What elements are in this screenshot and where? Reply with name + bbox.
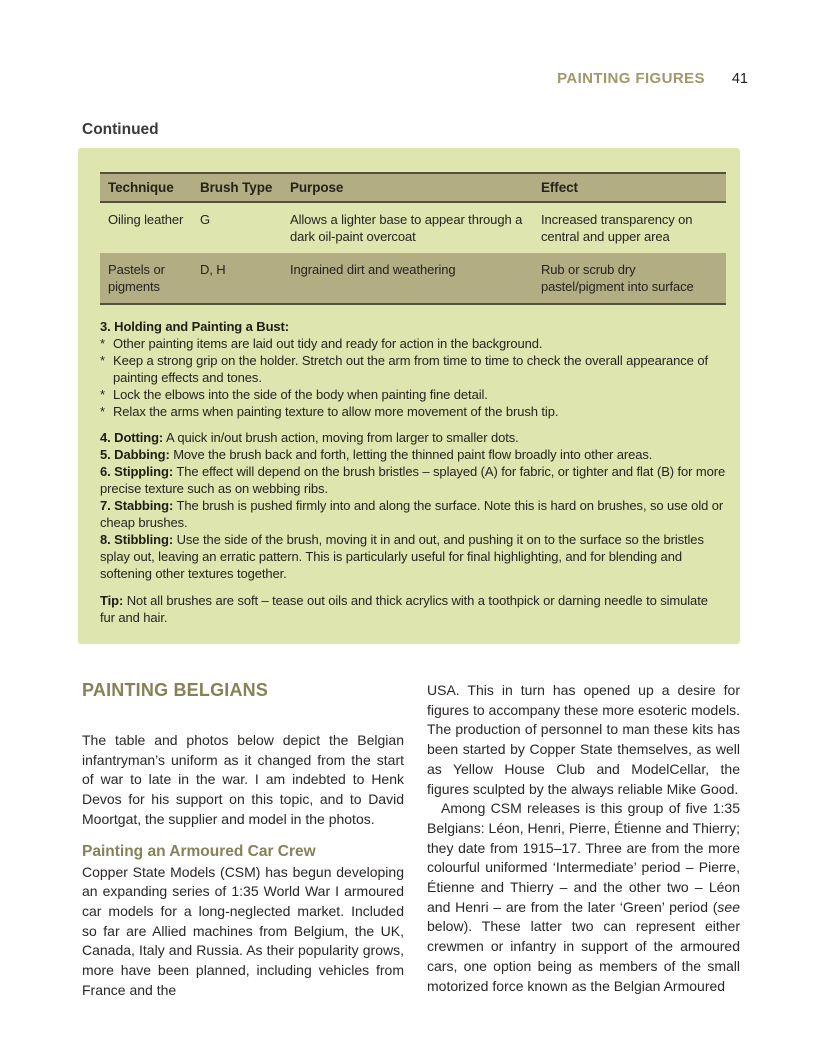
technique-item xyxy=(100,463,726,497)
technique-text: Use the side of the brush, moving it in and out, and pushing it on to the surface so the bristles splay out, leaving an erratic pattern. This is particularly useful for final highlighting, and for blending and softening other textures together. xyxy=(100,532,704,581)
bullet-text: Other painting items are laid out tidy and ready for action in the background. xyxy=(113,336,543,351)
technique-text: Move the brush back and forth, letting the thinned paint flow broadly into other areas. xyxy=(173,447,653,462)
two-column-layout xyxy=(82,680,740,1000)
techniques-panel xyxy=(78,148,740,644)
continued-label: Continued xyxy=(82,121,159,138)
paragraph-text: below). These latter two can represent either crewmen or infantry in support of the armoured cars, one option being as members of the small motorized force known as the Belgian Armoured xyxy=(427,918,740,994)
article-section xyxy=(82,680,740,1000)
section-title: PAINTING BELGIANS xyxy=(82,680,269,700)
bullet-item xyxy=(100,403,726,420)
technique-lead: 6. Stippling: xyxy=(100,464,174,479)
column-header-brush-type: Brush Type xyxy=(192,173,282,202)
tip-lead: Tip: xyxy=(100,593,124,608)
bullet-item xyxy=(100,386,726,403)
body-paragraph: The table and photos below depict the Belgian infantryman’s uniform as it changed from the start of war to late in the war. I am indebted to Henk Devos for his support on this topic, and to David Moortgat, the supplier and model in the photos. xyxy=(82,732,404,827)
table-row xyxy=(100,253,726,304)
asterisk-bullet: * xyxy=(100,353,105,368)
cell-effect: Rub or scrub dry pastel/pigment into surface xyxy=(533,253,726,304)
subsection-title: Painting an Armoured Car Crew xyxy=(82,842,316,860)
body-paragraph: USA. This in turn has opened up a desire for figures to accompany these more esoteric models. The production of personnel to man these kits has been started by Copper State themselves, as well as Yellow House Club and ModelCellar, the figures sculpted by the always reliable Mike Good. xyxy=(427,682,740,797)
cell-technique: Oiling leather xyxy=(108,212,184,227)
technique-item xyxy=(100,429,726,446)
technique-item xyxy=(100,446,726,463)
bullet-item xyxy=(100,335,726,352)
cell-brush-type: G xyxy=(200,212,211,227)
technique-item xyxy=(100,531,726,582)
column-header-effect: Effect xyxy=(533,173,726,202)
tip-text: Not all brushes are soft – tease out oils and thick acrylics with a toothpick or darning needle to simulate fur and hair. xyxy=(100,593,708,625)
technique-lead: 4. Dotting: xyxy=(100,430,164,445)
technique-lead: 5. Dabbing: xyxy=(100,447,170,462)
right-column xyxy=(427,680,740,1000)
paragraph-text: Among CSM releases is this group of five 1:35 Belgians: Léon, Henri, Pierre, Étienne and Thierry; they date from 1915–17. Three are from the more colourful uniformed ‘Intermediate’ period – Pierre, Étienne and Thierry – and the other two – Léon and Henri – are from the later ‘Green’ period ( xyxy=(427,800,740,915)
technique-text: A quick in/out brush action, moving from larger to smaller dots. xyxy=(165,430,519,445)
column-header-technique: Technique xyxy=(100,173,192,202)
technique-text: The effect will depend on the brush bristles – splayed (A) for fabric, or tighter and flat (B) for more precise texture such as on webbing ribs. xyxy=(100,464,726,496)
brush-technique-table xyxy=(100,172,726,305)
bullet-item xyxy=(100,352,726,386)
technique-item xyxy=(100,497,726,531)
column-header-purpose: Purpose xyxy=(282,173,533,202)
cell-purpose: Ingrained dirt and weathering xyxy=(282,253,533,304)
cell-technique: Pastels or pigments xyxy=(100,253,192,304)
body-paragraph: Copper State Models (CSM) has begun developing an expanding series of 1:35 World War I armoured car models for a long-neglected market. Included so far are Allied machines from Belgium, the UK, Canada, Italy and Russia. As their popularity grows, more have been planned, including vehicles from France and the xyxy=(82,863,404,998)
table-row xyxy=(100,202,726,253)
technique-text: The brush is pushed firmly into and along the surface. Note this is hard on brushes, so use old or cheap brushes. xyxy=(100,498,724,530)
cell-brush-type: D, H xyxy=(192,253,282,304)
cell-effect: Increased transparency on central and upper area xyxy=(541,212,693,244)
left-column xyxy=(82,680,404,1000)
running-head xyxy=(0,0,818,87)
technique-lead: 7. Stabbing: xyxy=(100,498,174,513)
bust-section-heading: 3. Holding and Painting a Bust: xyxy=(100,319,290,334)
bullet-text: Relax the arms when painting texture to allow more movement of the brush tip. xyxy=(113,404,559,419)
bullet-text: Keep a strong grip on the holder. Stretch out the arm from time to time to check the overall appearance of painting effects and tones. xyxy=(113,353,708,385)
running-head-title: PAINTING FIGURES xyxy=(557,70,705,87)
table-header-row xyxy=(100,173,726,202)
asterisk-bullet: * xyxy=(100,336,105,351)
italic-word: see xyxy=(717,898,740,915)
technique-lead: 8. Stibbling: xyxy=(100,532,174,547)
technique-list xyxy=(100,429,726,582)
bullet-text: Lock the elbows into the side of the body when painting fine detail. xyxy=(113,387,488,402)
body-paragraph xyxy=(427,799,740,996)
asterisk-bullet: * xyxy=(100,387,105,402)
asterisk-bullet: * xyxy=(100,404,105,419)
page-number: 41 xyxy=(731,71,748,87)
tip-paragraph xyxy=(100,592,726,626)
cell-purpose: Allows a lighter base to appear through a dark oil-paint overcoat xyxy=(290,212,523,244)
